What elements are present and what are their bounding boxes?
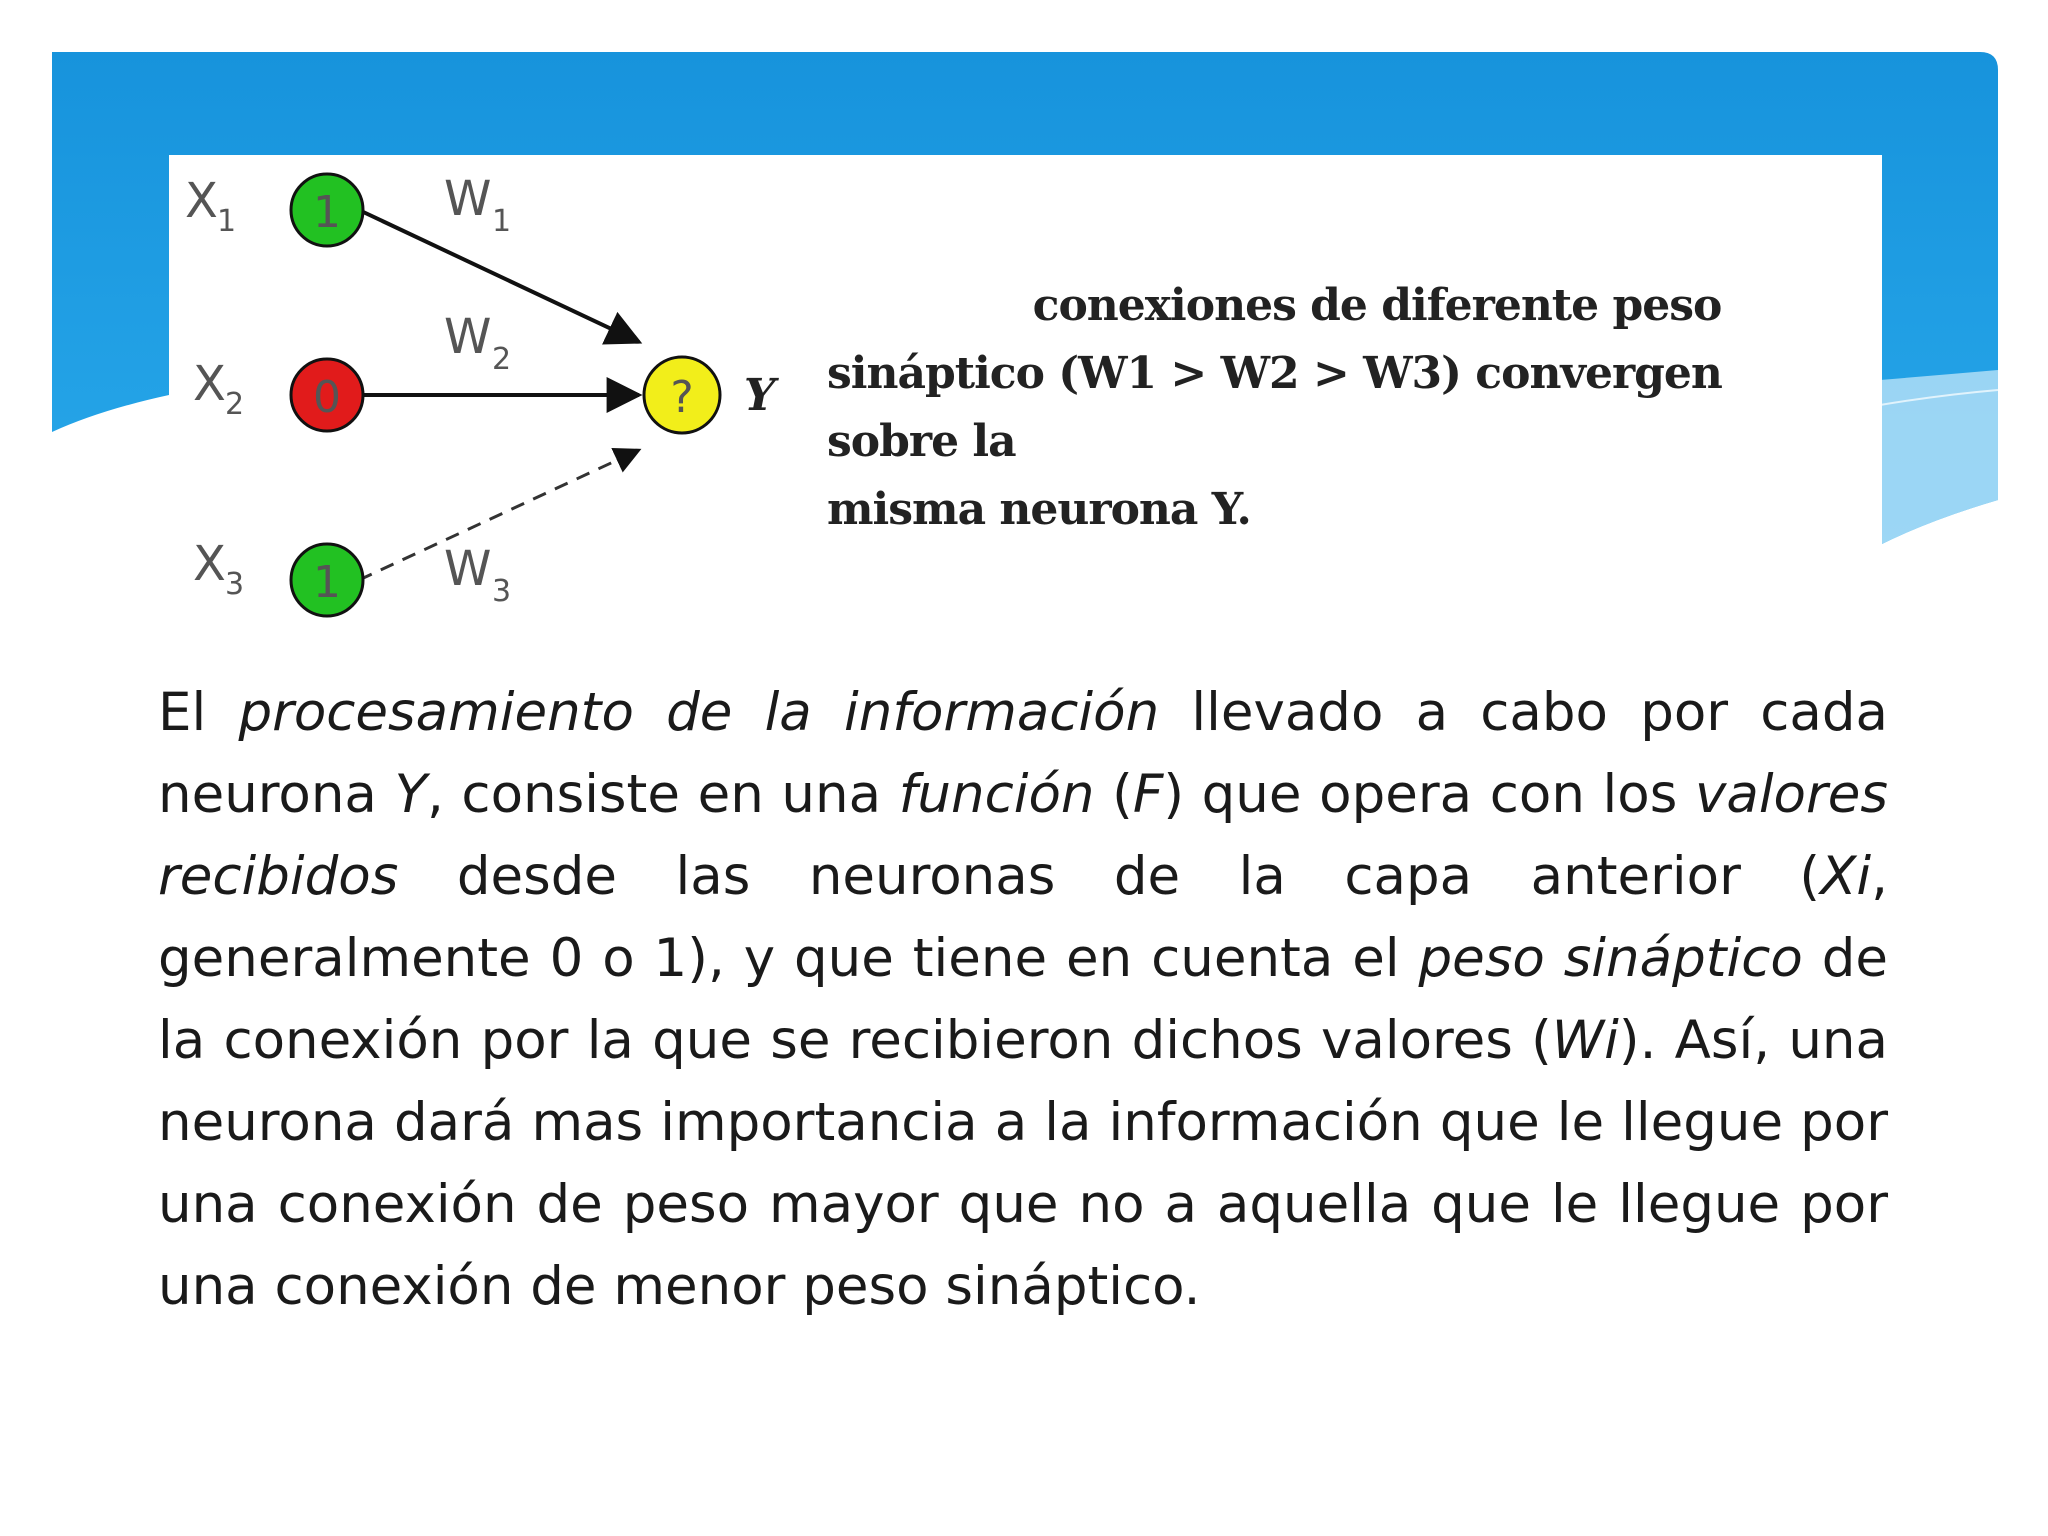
svg-text:W: W — [444, 541, 492, 597]
svg-text:2: 2 — [225, 387, 245, 422]
svg-text:0: 0 — [313, 372, 341, 423]
body-text-run: ) que opera con los — [1163, 764, 1695, 825]
output-label-y: Y — [744, 370, 776, 421]
caption-line-1: conexiones de diferente peso — [1032, 280, 1722, 331]
svg-text:1: 1 — [492, 204, 512, 239]
body-emphasis: Xi — [1820, 846, 1872, 907]
svg-text:?: ? — [670, 372, 694, 423]
body-text-run: de la conexión por la que se recibieron dichos valores ( — [158, 928, 1888, 1071]
svg-text:3: 3 — [225, 567, 245, 602]
input-label-x1 — [185, 173, 236, 239]
weight-label-w3 — [444, 541, 511, 609]
body-emphasis: Y — [394, 764, 427, 825]
diagram-caption — [827, 272, 1867, 544]
weight-label-w1 — [444, 171, 511, 239]
svg-text:1: 1 — [313, 187, 341, 238]
svg-text:X: X — [193, 536, 226, 592]
body-text-run: , generalmente 0 o 1), y que tiene en cuenta el — [158, 846, 1888, 989]
output-node — [644, 357, 720, 433]
svg-text:3: 3 — [492, 574, 512, 609]
svg-text:1: 1 — [217, 204, 237, 239]
body-emphasis: procesamiento de la información — [238, 682, 1160, 743]
body-text-run: ). Así, una neurona dará mas importancia a la información que le llegue por una conexión de peso mayor que no a aquella que le llegue por una conexión de menor peso sináptico. — [158, 1010, 1889, 1317]
caption-line-3: misma neurona Y. — [827, 484, 1251, 535]
svg-text:W: W — [444, 309, 492, 365]
body-emphasis: función — [898, 764, 1095, 825]
body-emphasis: Wi — [1551, 1010, 1619, 1071]
weight-label-w2 — [444, 309, 511, 377]
svg-text:X: X — [193, 356, 226, 412]
caption-line-2: sináptico (W1 > W2 > W3) convergen sobre la — [827, 348, 1722, 467]
input-label-x2 — [193, 356, 244, 422]
input-label-x3 — [193, 536, 244, 602]
body-text-run: , consiste en una — [426, 764, 899, 825]
connection-w3 — [359, 450, 639, 580]
svg-text:X: X — [185, 173, 218, 229]
body-emphasis: peso sináptico — [1418, 928, 1803, 989]
input-node-1 — [291, 174, 363, 246]
body-emphasis: F — [1132, 764, 1164, 825]
svg-text:W: W — [444, 171, 492, 227]
body-text-run: llevado a cabo por cada neurona — [158, 682, 1889, 825]
svg-text:2: 2 — [492, 342, 512, 377]
body-text-run: desde las neuronas de la capa anterior ( — [398, 846, 1821, 907]
body-emphasis: valores recibidos — [158, 764, 1888, 907]
body-text-run: ( — [1094, 764, 1133, 825]
svg-text:1: 1 — [313, 557, 341, 608]
body-paragraph — [158, 672, 1888, 1328]
input-node-2 — [291, 359, 363, 431]
input-node-3 — [291, 544, 363, 616]
body-text-run: El — [158, 682, 239, 743]
